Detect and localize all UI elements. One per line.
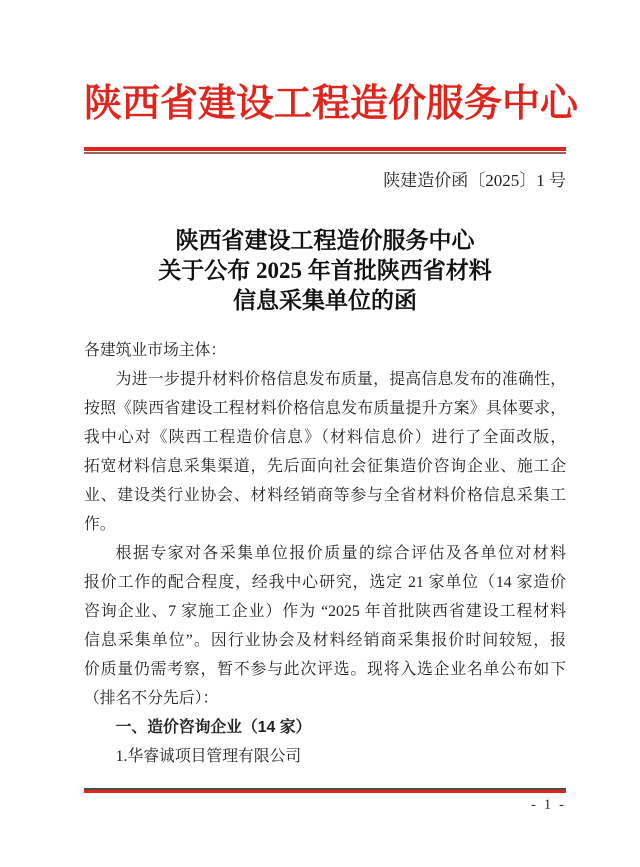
- letterhead-org-name: 陕西省建设工程造价服务中心: [84, 83, 579, 125]
- section-heading-cost-consulting: 一、造价咨询企业（14 家）: [115, 719, 312, 736]
- title-line-1: 陕西省建设工程造价服务中心: [175, 228, 475, 253]
- body-line: 拓宽材料信息采集渠道，先后面向社会征集造价咨询企业、施工企: [84, 458, 566, 475]
- letter-body: [84, 336, 566, 771]
- letterhead-rule: [84, 147, 566, 154]
- body-line: 报价工作的配合程度，经我中心研究，选定 21 家单位（14 家造价: [84, 574, 566, 591]
- body-line: 根据专家对各采集单位报价质量的综合评估及各单位对材料: [115, 545, 566, 562]
- footer-rule-red-line: [84, 790, 566, 793]
- body-line: 业、建设类行业协会、材料经销商等参与全省材料价格信息采集工: [84, 487, 566, 504]
- body-line: （排名不分先后）：: [84, 690, 219, 707]
- letterhead-rule-shadow-line: [84, 152, 566, 154]
- body-line: 咨询企业、7 家施工企业）作为 “2025 年首批陕西省建设工程材料: [84, 603, 566, 620]
- title-line-2: 关于公布 2025 年首批陕西省材料: [158, 258, 492, 283]
- document-title: [84, 226, 566, 316]
- letterhead-rule-red-line: [84, 147, 566, 151]
- list-item-company-1: 1.华睿诚项目管理有限公司: [115, 748, 302, 765]
- document-number: 陕建造价函〔2025〕1 号: [383, 171, 566, 190]
- body-line: 作。: [84, 516, 116, 533]
- body-line: 我中心对《陕西工程造价信息》（材料信息价）进行了全面改版，: [84, 429, 566, 446]
- page-number: - 1 -: [531, 797, 566, 813]
- footer-rule: [84, 788, 566, 793]
- body-line-salutation: 各建筑业市场主体：: [84, 342, 227, 359]
- body-line: 按照《陕西省建设工程材料价格信息发布质量提升方案》具体要求，: [84, 400, 566, 417]
- body-line: 信息采集单位”。因行业协会及材料经销商采集报价时间较短，报: [84, 632, 566, 649]
- body-line: 价质量仍需考察，暂不参与此次评选。现将入选企业名单公布如下: [84, 661, 566, 678]
- body-line: 为进一步提升材料价格信息发布质量，提高信息发布的准确性，: [115, 371, 566, 388]
- title-line-3: 信息采集单位的函: [233, 288, 417, 313]
